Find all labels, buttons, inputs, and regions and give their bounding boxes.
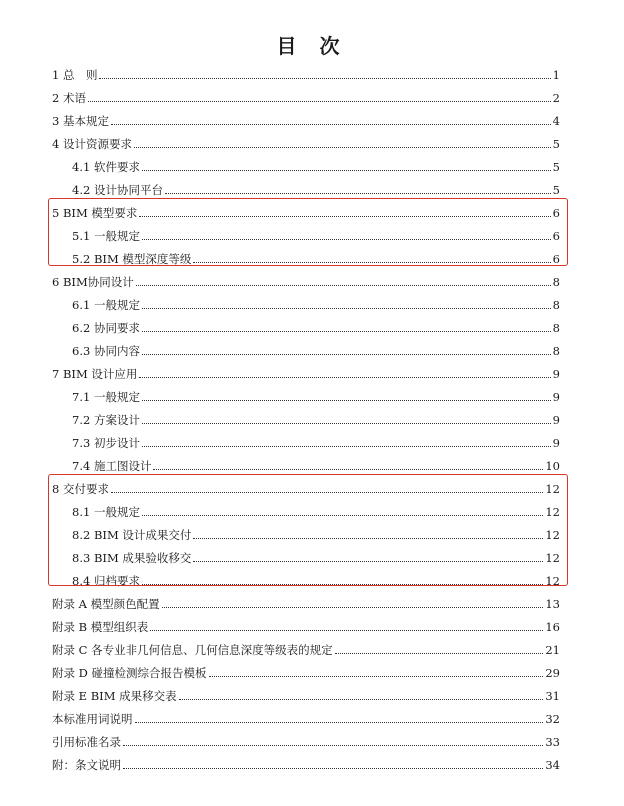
highlight-box-section-5 — [48, 198, 568, 266]
toc-leader-dots — [142, 399, 551, 401]
toc-entry-title: 7.3 初步设计 — [72, 436, 140, 450]
toc-entry[interactable] — [72, 386, 560, 404]
toc-entry-page: 5 — [552, 137, 560, 151]
toc-entry-title: 8.2 BIM 设计成果交付 — [72, 528, 192, 542]
toc-entry-title: 8.1 一般规定 — [72, 505, 140, 519]
toc-leader-dots — [162, 606, 544, 608]
toc-leader-dots — [153, 468, 543, 470]
toc-entry[interactable] — [72, 179, 560, 197]
toc-entry-title: 6.2 协同要求 — [72, 321, 140, 335]
toc-entry[interactable] — [52, 754, 560, 772]
toc-leader-dots — [99, 77, 550, 79]
toc-entry-page: 16 — [545, 620, 560, 634]
toc-leader-dots — [150, 629, 543, 631]
toc-entry-title: 7.2 方案设计 — [72, 413, 140, 427]
toc-entry-page: 12 — [545, 482, 560, 496]
toc-entry-page: 32 — [545, 712, 560, 726]
toc-entry-page: 12 — [545, 528, 560, 542]
toc-entry-page: 10 — [545, 459, 560, 473]
toc-entry-page: 6 — [552, 206, 560, 220]
toc-entry[interactable] — [52, 685, 560, 703]
toc-leader-dots — [142, 169, 551, 171]
toc-entry-page: 5 — [552, 183, 560, 197]
toc-entry[interactable] — [72, 156, 560, 174]
toc-leader-dots — [88, 100, 551, 102]
toc-entry-title: 7.4 施工图设计 — [72, 459, 152, 473]
toc-leader-dots — [179, 698, 544, 700]
page-title: 目 次 — [276, 34, 348, 58]
toc-entry-page: 13 — [545, 597, 560, 611]
toc-entry[interactable] — [72, 455, 560, 473]
toc-entry[interactable] — [72, 294, 560, 312]
toc-leader-dots — [134, 146, 551, 148]
toc-entry-title: 7 BIM 设计应用 — [52, 367, 138, 381]
toc-entry-page: 9 — [552, 436, 560, 450]
toc-entry-title: 5 BIM 模型要求 — [52, 206, 138, 220]
toc-entry-title: 8.4 归档要求 — [72, 574, 140, 588]
toc-entry-page: 9 — [552, 390, 560, 404]
toc-entry[interactable] — [72, 340, 560, 358]
toc-entry-title: 8.3 BIM 成果验收移交 — [72, 551, 192, 565]
toc-leader-dots — [111, 123, 551, 125]
toc-leader-dots — [123, 744, 543, 746]
toc-entry-page: 6 — [552, 229, 560, 243]
toc-leader-dots — [142, 307, 551, 309]
toc-entry-page: 33 — [545, 735, 560, 749]
toc-leader-dots — [165, 192, 551, 194]
toc-entry[interactable] — [72, 432, 560, 450]
toc-entry-title: 2 术语 — [52, 91, 86, 105]
toc-entry-page: 8 — [552, 321, 560, 335]
toc-entry-title: 6.3 协同内容 — [72, 344, 140, 358]
toc-leader-dots — [335, 652, 544, 654]
toc-entry-page: 9 — [552, 413, 560, 427]
toc-entry-title: 6 BIM协同设计 — [52, 275, 134, 289]
toc-entry-page: 12 — [545, 574, 560, 588]
toc-leader-dots — [142, 353, 551, 355]
toc-entry-page: 9 — [552, 367, 560, 381]
toc-entry[interactable] — [52, 731, 560, 749]
toc-entry[interactable] — [52, 363, 560, 381]
toc-entry-title: 附录 C 各专业非几何信息、几何信息深度等级表的规定 — [52, 643, 333, 657]
toc-entry-page: 8 — [552, 275, 560, 289]
toc-leader-dots — [123, 767, 543, 769]
toc-entry-title: 附录 E BIM 成果移交表 — [52, 689, 177, 703]
toc-entry-title: 8 交付要求 — [52, 482, 109, 496]
toc-entry[interactable] — [52, 639, 560, 657]
toc-entry-page: 6 — [552, 252, 560, 266]
toc-entry-title: 6.1 一般规定 — [72, 298, 140, 312]
toc-leader-dots — [139, 376, 550, 378]
toc-entry-page: 8 — [552, 298, 560, 312]
toc-entry[interactable] — [52, 133, 560, 151]
toc-entry-page: 8 — [552, 344, 560, 358]
toc-leader-dots — [142, 422, 551, 424]
toc-entry[interactable] — [72, 409, 560, 427]
toc-leader-dots — [136, 284, 551, 286]
toc-entry[interactable] — [52, 110, 560, 128]
toc-entry-title: 5.1 一般规定 — [72, 229, 140, 243]
toc-leader-dots — [209, 675, 544, 677]
toc-entry[interactable] — [52, 593, 560, 611]
toc-leader-dots — [135, 721, 544, 723]
toc-entry-title: 附录 B 模型组织表 — [52, 620, 149, 634]
toc-entry[interactable] — [52, 708, 560, 726]
toc-entry[interactable] — [52, 616, 560, 634]
toc-entry-title: 本标准用词说明 — [52, 712, 133, 726]
toc-entry-page: 1 — [552, 68, 560, 82]
toc-entry-title: 1 总 则 — [52, 68, 98, 82]
toc-entry-title: 附录 D 碰撞检测综合报告模板 — [52, 666, 207, 680]
toc-entry-title: 引用标准名录 — [52, 735, 121, 749]
toc-entry-page: 21 — [545, 643, 560, 657]
toc-entry-title: 4 设计资源要求 — [52, 137, 132, 151]
toc-entry-page: 34 — [545, 758, 560, 772]
toc-entry-page: 5 — [552, 160, 560, 174]
toc-entry-title: 5.2 BIM 模型深度等级 — [72, 252, 192, 266]
highlight-box-section-8 — [48, 474, 568, 586]
toc-entry-title: 附：条文说明 — [52, 758, 121, 772]
toc-entry-page: 12 — [545, 551, 560, 565]
toc-entry-page: 29 — [545, 666, 560, 680]
toc-entry-title: 4.1 软件要求 — [72, 160, 140, 174]
toc-entry[interactable] — [52, 271, 560, 289]
toc-entry-page: 12 — [545, 505, 560, 519]
toc-entry-page: 4 — [552, 114, 560, 128]
toc-entry-title: 附录 A 模型颜色配置 — [52, 597, 160, 611]
toc-entry-page: 31 — [545, 689, 560, 703]
toc-entry[interactable] — [52, 662, 560, 680]
toc-leader-dots — [142, 330, 551, 332]
toc-entry-title: 4.2 设计协同平台 — [72, 183, 163, 197]
toc-entry[interactable] — [72, 317, 560, 335]
toc-leader-dots — [142, 445, 551, 447]
toc-entry-title: 7.1 一般规定 — [72, 390, 140, 404]
toc-entry-title: 3 基本规定 — [52, 114, 109, 128]
toc-entry[interactable] — [52, 87, 560, 105]
toc-entry[interactable] — [52, 64, 560, 82]
toc-entry-page: 2 — [552, 91, 560, 105]
